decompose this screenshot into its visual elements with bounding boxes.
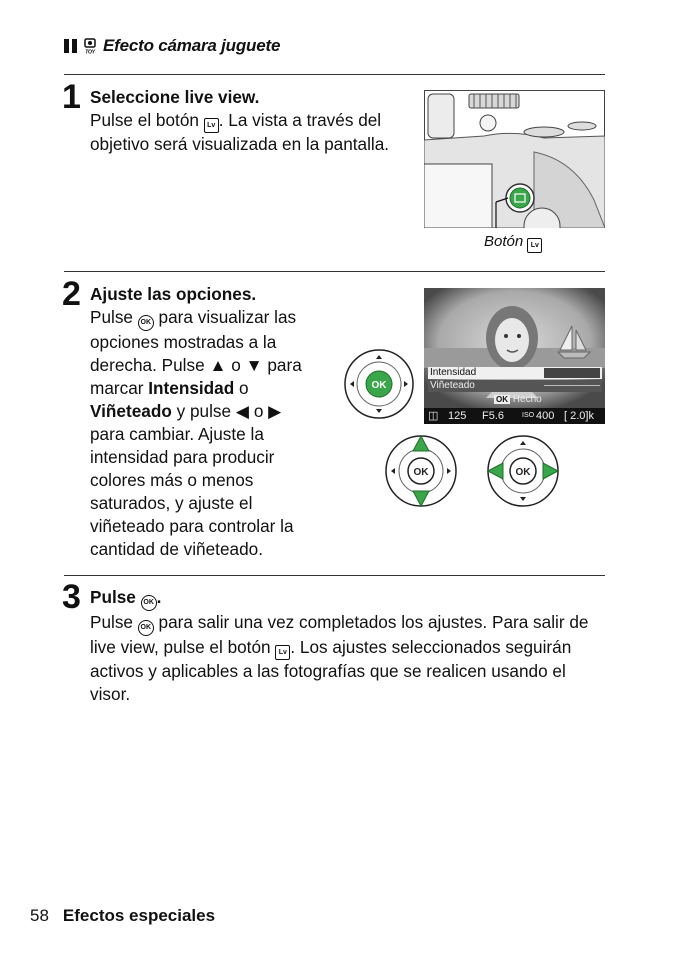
step-1-line-2: objetivo será visualizada en la pantalla. (90, 134, 390, 154)
s2-l10: viñeteado para controlar la (90, 516, 294, 536)
shutter-speed: 125 (448, 410, 467, 422)
iso-label: ISO (522, 412, 535, 419)
lv-button-icon: Lv (527, 238, 542, 253)
ok-button-icon: OK (141, 595, 157, 611)
aperture: F5.6 (482, 410, 505, 422)
page-footer (30, 906, 215, 926)
step-2-title: Ajuste las opciones. (90, 284, 257, 304)
section-header (64, 36, 280, 56)
s2-l3c: para (262, 355, 302, 375)
s2-l7: intensidad para producir (90, 447, 275, 467)
s2-l11: cantidad de viñeteado. (90, 539, 263, 559)
s2-l5c: o (249, 401, 269, 421)
ok-badge: OK (496, 395, 508, 404)
s3-l4: visor. (90, 684, 131, 704)
s3-l1b: para salir una vez completados los ajustes. Para salir de (153, 612, 589, 632)
camera-back-illustration (424, 90, 605, 228)
multi-selector-left-right (486, 434, 560, 508)
menu-item-vineteado-label: Viñeteado (430, 380, 475, 391)
s2-l4a: marcar (90, 378, 149, 398)
s2-l4c: o (234, 378, 249, 398)
s3-l1a: Pulse (90, 612, 138, 632)
svg-text:OK: OK (371, 380, 387, 391)
s2-l3a: derecha. Pulse (90, 355, 210, 375)
done-label: Hecho (512, 394, 542, 405)
mode-icon: ◫ (428, 410, 439, 422)
menu-item-intensidad (428, 367, 602, 379)
left-arrow-icon: ◀ (235, 401, 250, 421)
menu-item-intensidad-label: Intensidad (430, 367, 477, 378)
header-bars-icon (64, 39, 77, 53)
s2-l2: opciones mostradas a la (90, 332, 277, 352)
s2-l4b: Intensidad (148, 378, 235, 398)
step-1-line-1a: Pulse el botón (90, 110, 204, 130)
s3-title-b: . (156, 587, 162, 607)
s3-l3: activos y aplicables a las fotografías que se realicen usando el (90, 661, 566, 681)
s3-l2b: . Los ajustes seleccionados seguirán (290, 637, 572, 657)
shots-remaining: [ 2.0]k (564, 410, 594, 422)
intensidad-slider (544, 368, 600, 378)
step-1-title: Seleccione live view. (90, 87, 260, 107)
up-arrow-icon: ▲ (209, 355, 227, 375)
s2-l9: saturados, y ajuste el (90, 493, 253, 513)
s2-l1a: Pulse (90, 307, 138, 327)
s2-l5a: Viñeteado (90, 401, 172, 421)
s2-l3b: o (226, 355, 246, 375)
page-number: 58 (30, 906, 49, 925)
figure-caption (484, 233, 542, 253)
multi-selector-up-down (384, 434, 458, 508)
ok-button-icon: OK (138, 315, 154, 331)
step-2-number: 2 (62, 275, 81, 313)
s2-l6: para cambiar. Ajuste la (90, 424, 264, 444)
section-title: Efecto cámara juguete (103, 36, 281, 55)
lv-button-icon: Lv (204, 118, 219, 133)
step-1-divider (64, 74, 605, 75)
s3-title-a: Pulse (90, 587, 141, 607)
toy-camera-icon (83, 38, 97, 54)
s2-l5b: y pulse (171, 401, 236, 421)
step-3-divider (64, 575, 605, 576)
step-2-divider (64, 271, 605, 272)
section-name: Efectos especiales (62, 906, 216, 925)
svg-text:TOY: TOY (85, 49, 95, 54)
done-hint (494, 394, 542, 406)
svg-text:OK: OK (515, 467, 531, 478)
lv-button-icon: Lv (275, 645, 290, 660)
s2-l8: colores más o menos (90, 470, 254, 490)
caption-text: Botón (484, 233, 524, 250)
step-1-line-1b: . La vista a través del (218, 110, 382, 130)
vineteado-slider (544, 385, 600, 386)
iso-value: 400 (536, 410, 555, 422)
step-1-text (90, 86, 410, 156)
down-arrow-icon: ▼ (245, 355, 263, 375)
svg-text:OK: OK (413, 467, 429, 478)
step-2-text (90, 283, 330, 561)
s3-l2a: live view, pulse el botón (90, 637, 276, 657)
step-3-number: 3 (62, 578, 81, 616)
multi-selector-ok-highlighted (343, 348, 415, 420)
right-arrow-icon: ▶ (268, 401, 282, 421)
step-1-number: 1 (62, 78, 81, 116)
lcd-status-bar (424, 408, 605, 424)
s2-l1b: para visualizar las (153, 307, 297, 327)
ok-button-icon: OK (138, 620, 154, 636)
menu-item-vineteado (428, 380, 602, 392)
lcd-screen (424, 288, 605, 424)
step-3-text (90, 586, 620, 706)
